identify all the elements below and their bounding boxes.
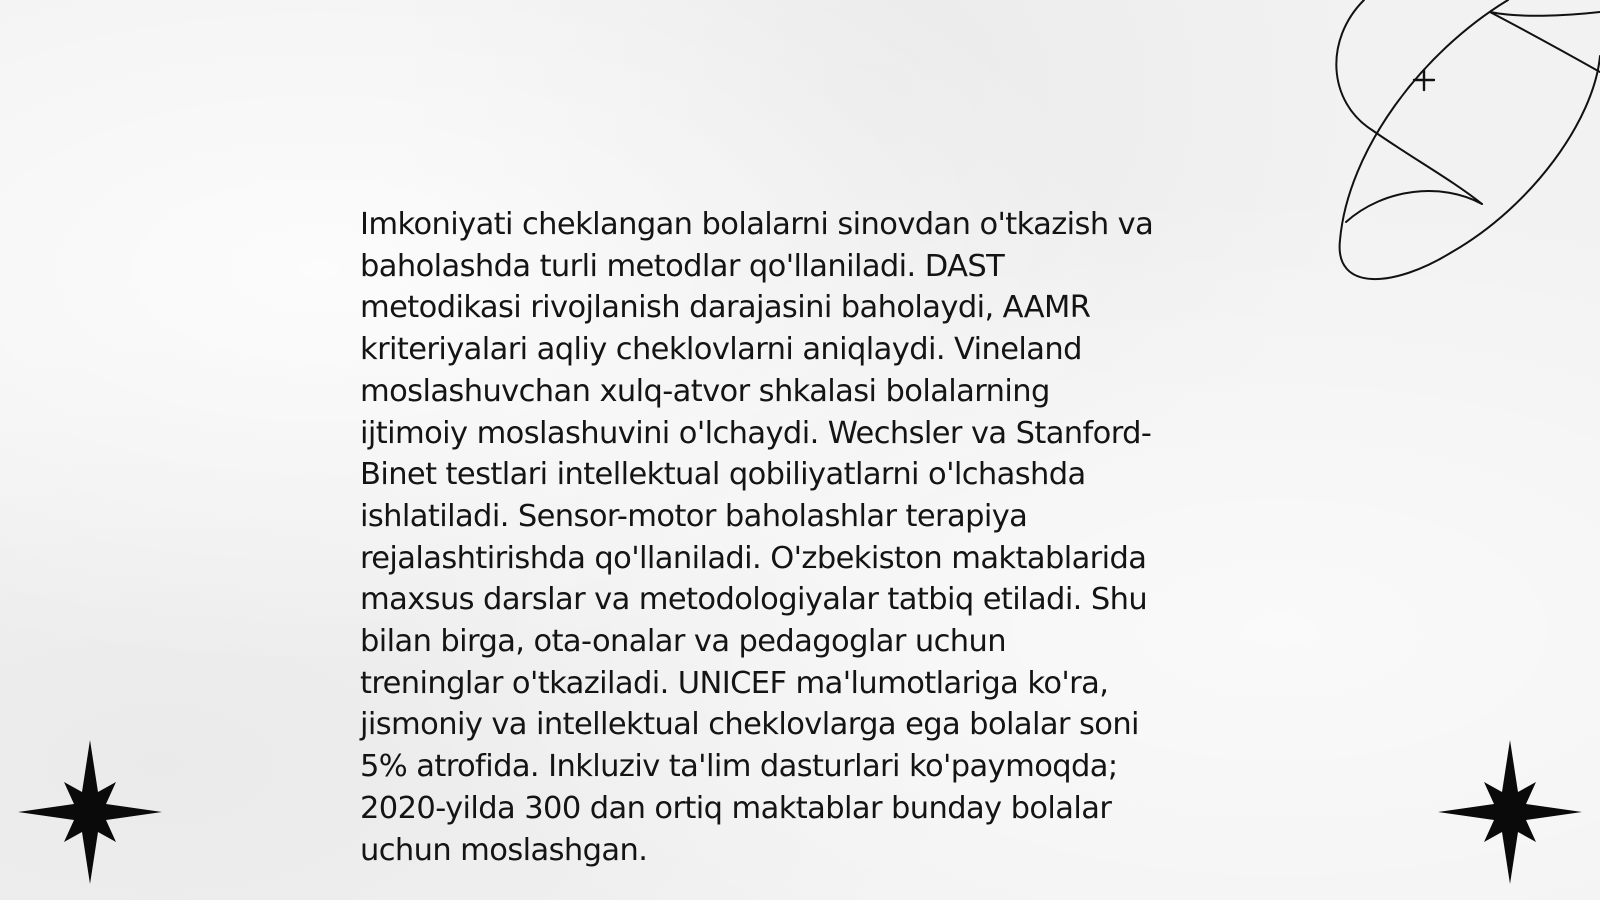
sparkle-star-icon [1438, 740, 1582, 884]
sparkle-star-icon [18, 740, 162, 884]
orbit-swirl-icon [1332, 0, 1600, 300]
body-paragraph: Imkoniyati cheklangan bolalarni sinovdan o'tkazish va baholashda turli metodlar qo'llaniladi. DAST metodikasi rivojlanish darajasini baholaydi, AAMR kriteriyalari aqliy cheklovlarni aniqlaydi. Vineland moslashuvchan xulq-atvor shkalasi bolalarning ijtimoiy moslashuvini o'lchaydi. Wechsler va Stanford- Binet testlari intellektual qobiliyatlarni o'lchashda ishlatiladi. Sensor-motor baholashlar terapiya rejalashtirishda qo'llaniladi. O'zbekiston maktablarida maxsus darslar va metodologiyalar tatbiq etiladi. Shu bilan birga, ota-onalar va pedagoglar uchun treninglar o'tkaziladi. UNICEF ma'lumotlariga ko'ra, jismoniy va intellektual cheklovlarga ega bolalar soni 5% atrofida. Inkluziv ta'lim dasturlari ko'paymoqda; 2020-yilda 300 dan ortiq maktablar bunday bolalar uchun moslashgan. [360, 207, 1154, 868]
